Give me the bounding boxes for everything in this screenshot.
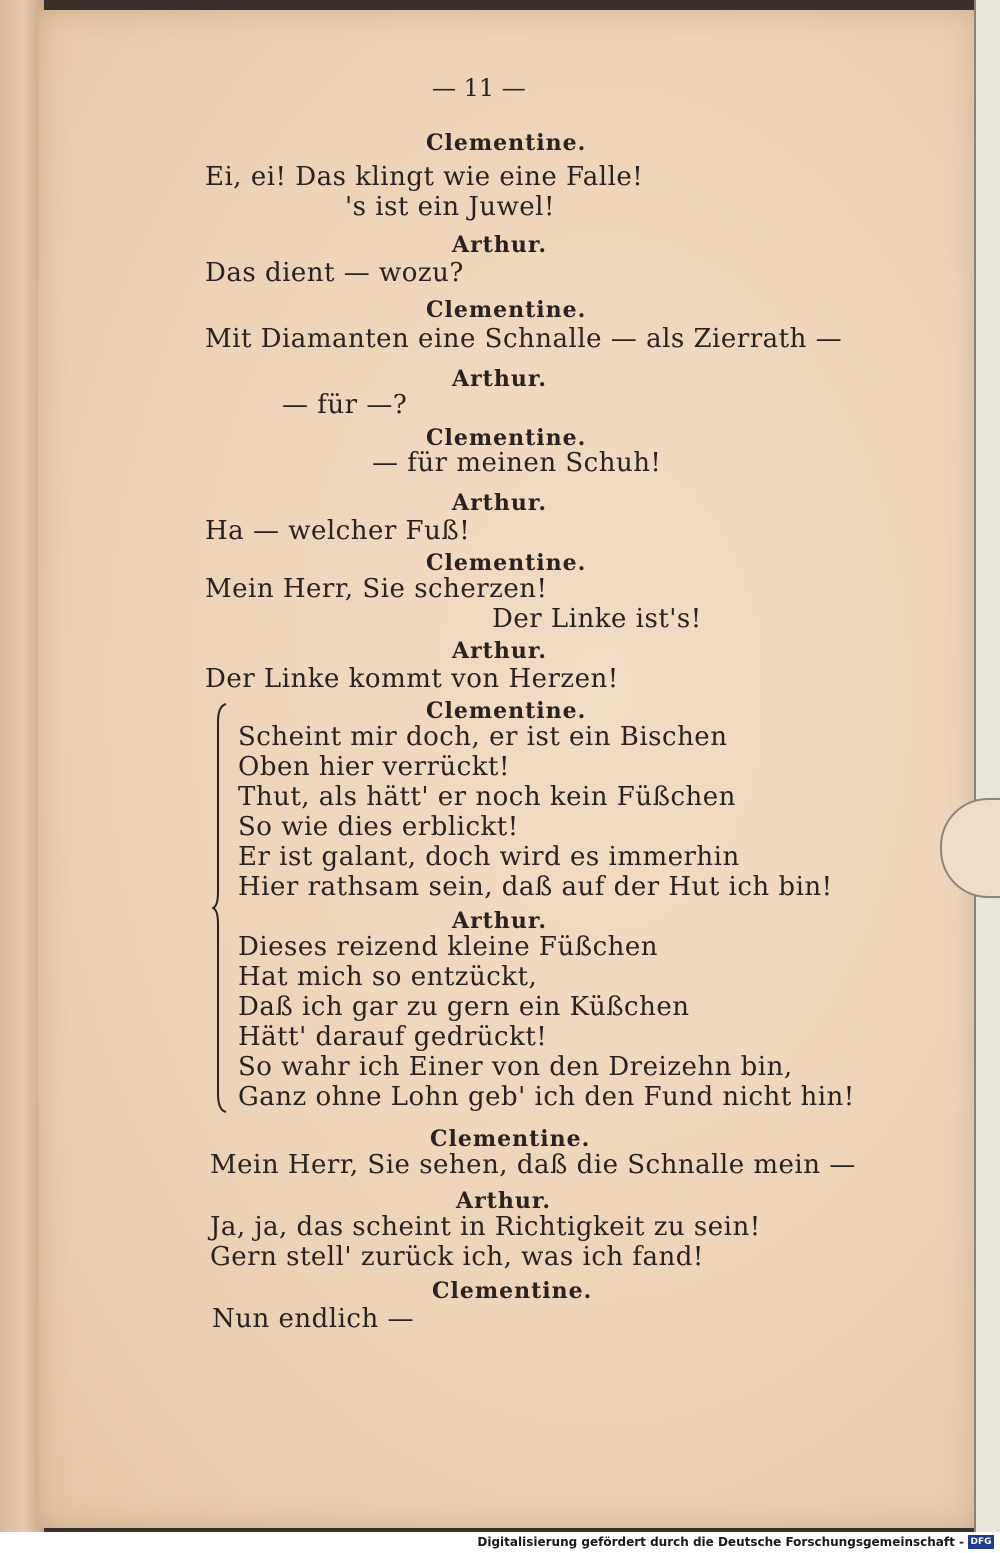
verse-line: 's ist ein Juwel! (345, 192, 555, 222)
verse-line: Mit Diamanten eine Schnalle — als Zierrath — (205, 324, 843, 354)
speaker-label: Clementine. (426, 425, 587, 451)
verse-line: Nun endlich — (212, 1304, 414, 1334)
digitization-credit: Digitalisierung gefördert durch die Deutsche Forschungsgemeinschaft - (477, 1535, 964, 1549)
speaker-label: Arthur. (452, 366, 548, 392)
verse-line: Er ist galant, doch wird es immerhin (238, 842, 740, 872)
speaker-label: Arthur. (452, 232, 548, 258)
speaker-label: Arthur. (452, 908, 548, 934)
verse-line: Hätt' darauf gedrückt! (238, 1022, 548, 1052)
verse-line: So wahr ich Einer von den Dreizehn bin, (238, 1052, 793, 1082)
speaker-label: Clementine. (430, 1126, 591, 1152)
verse-line: Das dient — wozu? (205, 258, 464, 288)
speaker-label: Clementine. (426, 297, 587, 323)
speaker-label: Arthur. (452, 638, 548, 664)
verse-line: Der Linke kommt von Herzen! (205, 664, 619, 694)
verse-line: Der Linke ist's! (492, 604, 702, 634)
verse-line: Mein Herr, Sie scherzen! (205, 574, 548, 604)
speaker-label: Arthur. (452, 490, 548, 516)
verse-line: Scheint mir doch, er ist ein Bischen (238, 722, 728, 752)
page-number: — 11 — (432, 74, 526, 102)
speaker-label: Clementine. (426, 130, 587, 156)
verse-line: Dieses reizend kleine Füßchen (238, 932, 659, 962)
verse-line: Oben hier verrückt! (238, 752, 510, 782)
verse-line: Mein Herr, Sie sehen, daß die Schnalle mein — (210, 1150, 856, 1180)
verse-line: — für meinen Schuh! (372, 448, 662, 478)
verse-line: Daß ich gar zu gern ein Küßchen (238, 992, 690, 1022)
verse-line: — für —? (282, 390, 408, 420)
speaker-label: Clementine. (426, 550, 587, 576)
page-stack-edge (974, 0, 1000, 1532)
verse-line: Hat mich so entzückt, (238, 962, 538, 992)
verse-line: Ei, ei! Das klingt wie eine Falle! (205, 162, 644, 192)
dfg-logo: DFG (968, 1535, 994, 1549)
verse-line: Ja, ja, das scheint in Richtigkeit zu sein! (210, 1212, 761, 1242)
verse-line: Hier rathsam sein, daß auf der Hut ich bin! (238, 872, 833, 902)
verse-line: Gern stell' zurück ich, was ich fand! (210, 1242, 704, 1272)
verse-line: So wie dies erblickt! (238, 812, 519, 842)
verse-line: Thut, als hätt' er noch kein Füßchen (238, 782, 736, 812)
verse-line: Ganz ohne Lohn geb' ich den Fund nicht hin! (238, 1082, 855, 1112)
speaker-label: Clementine. (432, 1278, 593, 1304)
speaker-label: Clementine. (426, 698, 587, 724)
duet-brace (212, 702, 230, 1114)
verse-line: Ha — welcher Fuß! (205, 516, 471, 546)
speaker-label: Arthur. (456, 1188, 552, 1214)
